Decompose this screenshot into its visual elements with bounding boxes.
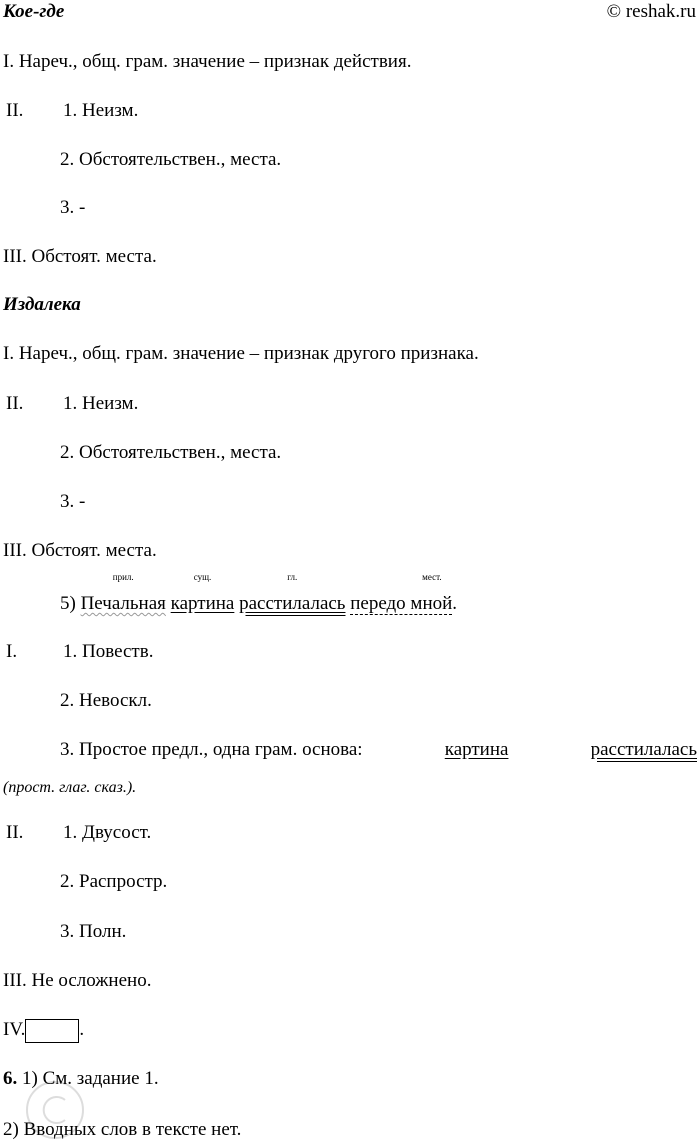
pos-label: прил.: [112, 572, 134, 582]
word: картина: [170, 593, 235, 614]
word: передо мной: [350, 593, 453, 614]
line: 2. Обстоятельствен., места.: [60, 442, 282, 463]
line: 3. Полн.: [60, 921, 127, 942]
line: II. 1. Неизм.: [6, 393, 139, 414]
task6-line: 2) Вводных слов в тексте нет.: [3, 1119, 242, 1140]
task6-line: 6. 1) См. задание 1.: [3, 1068, 159, 1089]
heading-koe-gde: Кое-где: [3, 1, 65, 22]
line: III. Не осложнено.: [3, 970, 152, 991]
line: I. 1. Повеств.: [6, 641, 154, 662]
line: 3. Простое предл., одна грам. основа: картина расстилалась: [60, 739, 697, 760]
line: I. Нареч., общ. грам. значение – признак действия.: [3, 51, 412, 72]
line: I. Нареч., общ. грам. значение – признак другого признака.: [3, 343, 479, 364]
line: II. 1. Неизм.: [6, 100, 139, 121]
word: расстилалась: [239, 593, 346, 614]
pos-label: гл.: [287, 572, 298, 582]
line: IV. .: [3, 1018, 84, 1042]
heading-izdaleka: Издалека: [3, 294, 81, 315]
scheme-box: [25, 1019, 79, 1043]
word: Печальная: [80, 593, 166, 614]
line: 2. Распростр.: [60, 871, 168, 892]
line: 3. -: [60, 491, 86, 512]
line: III. Обстоят. места.: [3, 540, 157, 561]
line: III. Обстоят. места.: [3, 246, 157, 267]
line: 2. Невоскл.: [60, 690, 152, 711]
copyright: © reshak.ru: [606, 1, 696, 22]
line: II. 1. Двусост.: [6, 822, 152, 843]
sentence: 5) прил. Печальная сущ. картина гл. расстилалась мест. передо мной.: [60, 572, 458, 614]
line: 3. -: [60, 197, 86, 218]
pos-label: мест.: [422, 572, 442, 582]
line: 2. Обстоятельствен., места.: [60, 149, 282, 170]
pos-label: сущ.: [193, 572, 212, 582]
line: (прост. глаг. сказ.).: [3, 779, 137, 796]
